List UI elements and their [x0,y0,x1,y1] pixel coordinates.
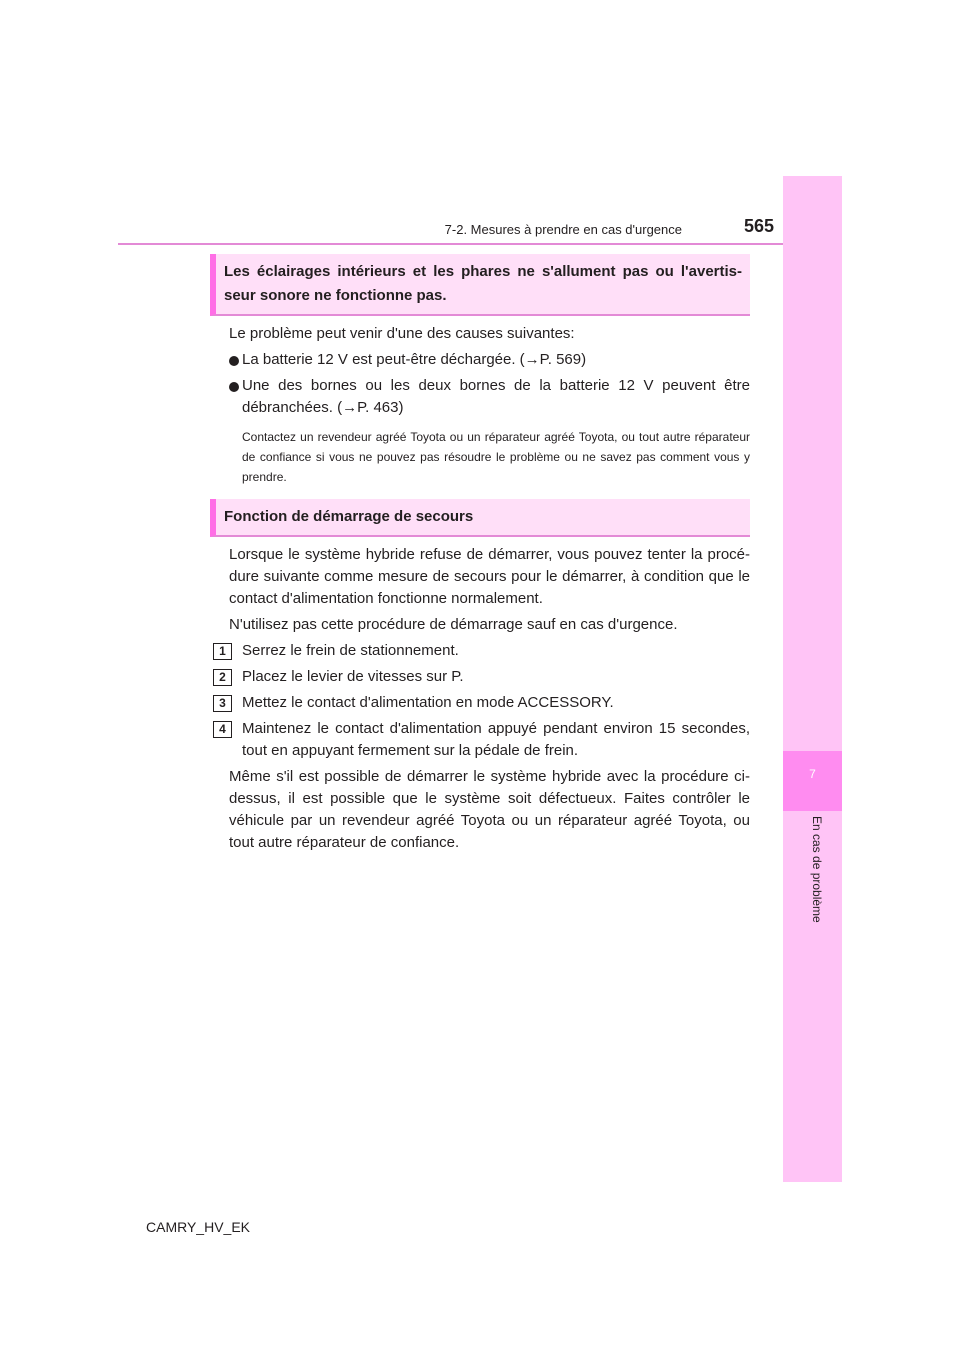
bullet-text: Une des bornes ou les deux bornes de la batterie 12 V peuvent être débranchées. (→P. 463) [242,377,750,416]
step-item [210,718,750,762]
section1-intro: Le problème peut venir d'une des causes suivantes: [229,325,575,342]
section2-paragraph-3: Même s'il est possible de démarrer le système hybride avec la procédure ci-dessus, il est possible que le système soit défectueux. Faites contrôler le véhicule par un revendeur agréé Toyota ou un réparateur agréé Toyota, ou tout autre réparateur de confiance. [229,768,750,851]
step-item [210,692,750,714]
model-code: CAMRY_HV_EK [146,1219,251,1235]
chapter-number: 7 [783,751,842,811]
page-content [210,254,750,854]
bullet-icon [229,356,239,366]
bullet-item [210,375,750,419]
header-section-title: 7-2. Mesures à prendre en cas d'urgence [444,222,682,237]
page-number: 565 [743,216,774,236]
header-divider [118,243,842,245]
chapter-side-tab [783,176,842,1182]
step-text: Maintenez le contact d'alimentation appuyé pendant environ 15 secondes, tout en appuyant fermement sur la pédale de frein. [242,720,750,759]
step-text: Mettez le contact d'alimentation en mode ACCESSORY. [242,694,614,711]
section1-note: Contactez un revendeur agréé Toyota ou un réparateur agréé Toyota, ou tout autre réparateur de confiance si vous ne pouvez pas résoudre le problème ou ne savez pas comment vous y prendre. [242,430,750,484]
bullet-text: La batterie 12 V est peut-être déchargée. (→P. 569) [242,351,587,368]
step-number: 4 [213,721,232,738]
bullet-item [210,349,750,371]
step-number: 3 [213,695,232,712]
step-number: 2 [213,669,232,686]
section2-paragraph-1: Lorsque le système hybride refuse de démarrer, vous pouvez tenter la procé-dure suivante comme mesure de secours pour le démarrer, à condition que le contact d'alimentation fonctionne normalement. [229,546,750,607]
step-item [210,640,750,662]
bullet-icon [229,382,239,392]
section2-paragraph-2: N'utilisez pas cette procédure de démarrage sauf en cas d'urgence. [229,616,678,633]
step-number: 1 [213,643,232,660]
step-text: Placez le levier de vitesses sur P. [242,668,464,685]
section-heading-lights: Les éclairages intérieurs et les phares ne s'allument pas ou l'avertis-seur sonore ne fonctionne pas. [210,254,750,316]
chapter-label: En cas de problème [810,816,824,923]
section-heading-emergency-start: Fonction de démarrage de secours [210,499,750,537]
step-item [210,666,750,688]
step-text: Serrez le frein de stationnement. [242,642,459,659]
